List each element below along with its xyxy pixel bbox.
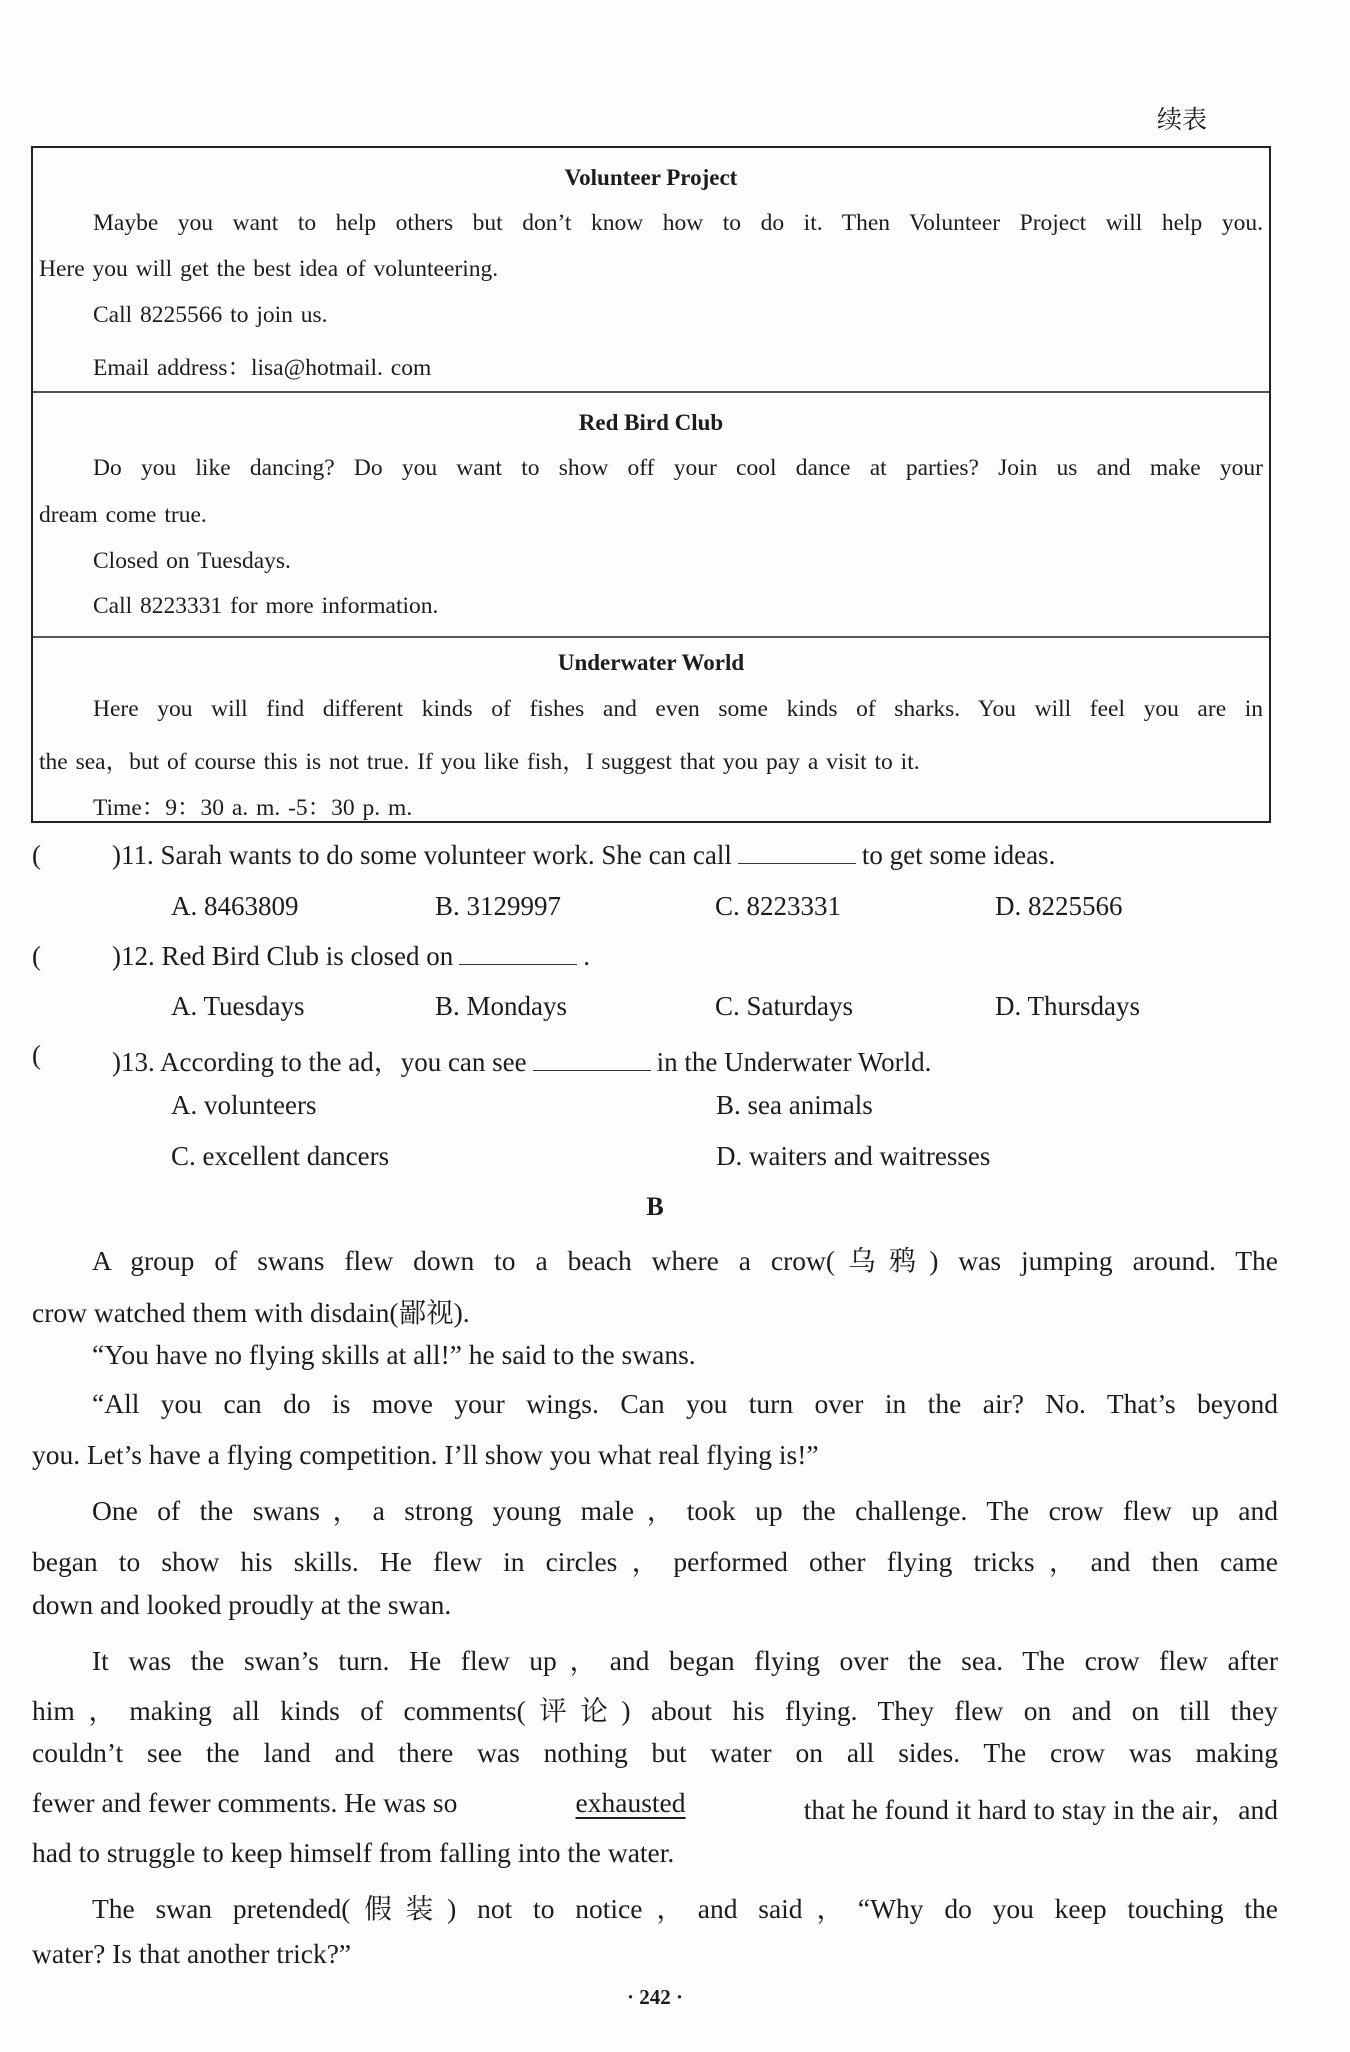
question-stem xyxy=(112,840,1055,871)
ad-text: the sea，but of course this is not true. If you like fish，I suggest that you pay a visit to it. xyxy=(39,749,920,775)
passage-line: The swan pretended(假装) not to notice，and said，“Why do you keep touching the xyxy=(92,1893,1278,1924)
question-text: Sarah wants to do some volunteer work. She can call xyxy=(160,840,732,870)
option-b[interactable]: B. 3129997 xyxy=(435,891,562,921)
passage-line: had to struggle to keep himself from falling into the water. xyxy=(32,1837,675,1868)
ad-phone: Call 8223331 for more information. xyxy=(93,593,439,619)
option-a[interactable]: A. volunteers xyxy=(171,1090,317,1120)
ad-title-red-bird-club: Red Bird Club xyxy=(578,410,724,435)
answer-bracket-close: ) xyxy=(112,840,121,870)
underlined-word-exhausted: exhausted xyxy=(575,1787,686,1818)
answer-bracket-open[interactable]: ( xyxy=(32,941,41,971)
answer-bracket-close: ) xyxy=(112,941,121,971)
passage-line: couldn’t see the land and there was nothing but water on all sides. The crow was making xyxy=(32,1737,1278,1768)
answer-blank[interactable] xyxy=(459,963,577,965)
ad-text: dream come true. xyxy=(39,502,207,528)
ad-text: Here you will find different kinds of fishes and even some kinds of sharks. You will feel you are in xyxy=(93,696,1263,722)
ad-divider xyxy=(33,636,1269,638)
question-text: According to the ad，you can see xyxy=(160,1047,527,1077)
passage-line: down and looked proudly at the swan. xyxy=(32,1589,452,1620)
option-d[interactable]: D. waiters and waitresses xyxy=(716,1141,991,1171)
question-text: Red Bird Club is closed on xyxy=(161,941,454,971)
passage-line: crow watched them with disdain(鄙视). xyxy=(32,1297,470,1328)
option-a[interactable]: A. 8463809 xyxy=(171,891,299,921)
ad-text: Maybe you want to help others but don’t know how to do it. Then Volunteer Project will help you. xyxy=(93,210,1263,236)
ad-text: Do you like dancing? Do you want to show off your cool dance at parties? Join us and make your xyxy=(93,455,1263,481)
ad-divider xyxy=(33,391,1269,393)
ad-title-underwater-world: Underwater World xyxy=(557,650,745,675)
ad-title-volunteer-project: Volunteer Project xyxy=(564,165,738,190)
option-d[interactable]: D. Thursdays xyxy=(995,991,1140,1021)
ads-table xyxy=(31,146,1271,823)
ad-email: Email address：lisa@hotmail. com xyxy=(93,355,432,381)
answer-bracket-open[interactable]: ( xyxy=(32,840,41,870)
passage-line: It was the swan’s turn. He flew up，and began flying over the sea. The crow flew after xyxy=(92,1645,1278,1676)
passage-text: fewer and fewer comments. He was so xyxy=(32,1787,458,1818)
passage-line xyxy=(32,1787,1278,1827)
option-b[interactable]: B. sea animals xyxy=(716,1090,873,1120)
option-c[interactable]: C. 8223331 xyxy=(715,891,842,921)
passage-line: One of the swans，a strong young male，took up the challenge. The crow flew up and xyxy=(92,1495,1278,1526)
answer-bracket-close: ) xyxy=(112,1047,121,1077)
option-c[interactable]: C. excellent dancers xyxy=(171,1141,390,1171)
ad-text: Here you will get the best idea of volunteering. xyxy=(39,256,499,282)
passage-line: began to show his skills. He flew in circles，performed other flying tricks，and then came xyxy=(32,1546,1278,1577)
option-b[interactable]: B. Mondays xyxy=(435,991,568,1021)
question-stem xyxy=(112,941,590,972)
ad-hours: Closed on Tuesdays. xyxy=(93,548,291,574)
question-text: to get some ideas. xyxy=(861,840,1056,870)
answer-blank[interactable] xyxy=(738,862,856,864)
option-a[interactable]: A. Tuesdays xyxy=(171,991,305,1021)
option-d[interactable]: D. 8225566 xyxy=(995,891,1123,921)
ad-time: Time：9：30 a. m. -5：30 p. m. xyxy=(93,795,413,821)
passage-line: A group of swans flew down to a beach where a crow(乌鸦) was jumping around. The xyxy=(92,1245,1278,1276)
question-number: 11. xyxy=(121,840,154,870)
question-stem xyxy=(112,1040,931,1079)
passage-line: you. Let’s have a flying competition. I’ll show you what real flying is!” xyxy=(32,1439,819,1470)
passage-text: that he found it hard to stay in the air，and xyxy=(803,1794,1278,1825)
passage-line: him，making all kinds of comments(评论) about his flying. They flew on and on till they xyxy=(32,1695,1278,1726)
page-number: · 242 · xyxy=(626,1985,683,2009)
answer-blank[interactable] xyxy=(533,1069,651,1071)
question-text: . xyxy=(583,941,590,971)
ad-phone: Call 8225566 to join us. xyxy=(93,302,328,328)
question-text: in the Underwater World. xyxy=(656,1047,932,1077)
passage-line: “You have no flying skills at all!” he said to the swans. xyxy=(92,1339,696,1370)
question-number: 13. xyxy=(121,1047,155,1077)
section-heading-b: B xyxy=(646,1192,664,1221)
passage-line: water? Is that another trick?” xyxy=(32,1938,352,1969)
passage-line: “All you can do is move your wings. Can you turn over in the air? No. That’s beyond xyxy=(92,1388,1278,1419)
option-c[interactable]: C. Saturdays xyxy=(715,991,853,1021)
answer-bracket-open[interactable]: ( xyxy=(32,1040,41,1070)
continued-table-label: 续表 xyxy=(1157,105,1208,134)
question-number: 12. xyxy=(121,941,155,971)
